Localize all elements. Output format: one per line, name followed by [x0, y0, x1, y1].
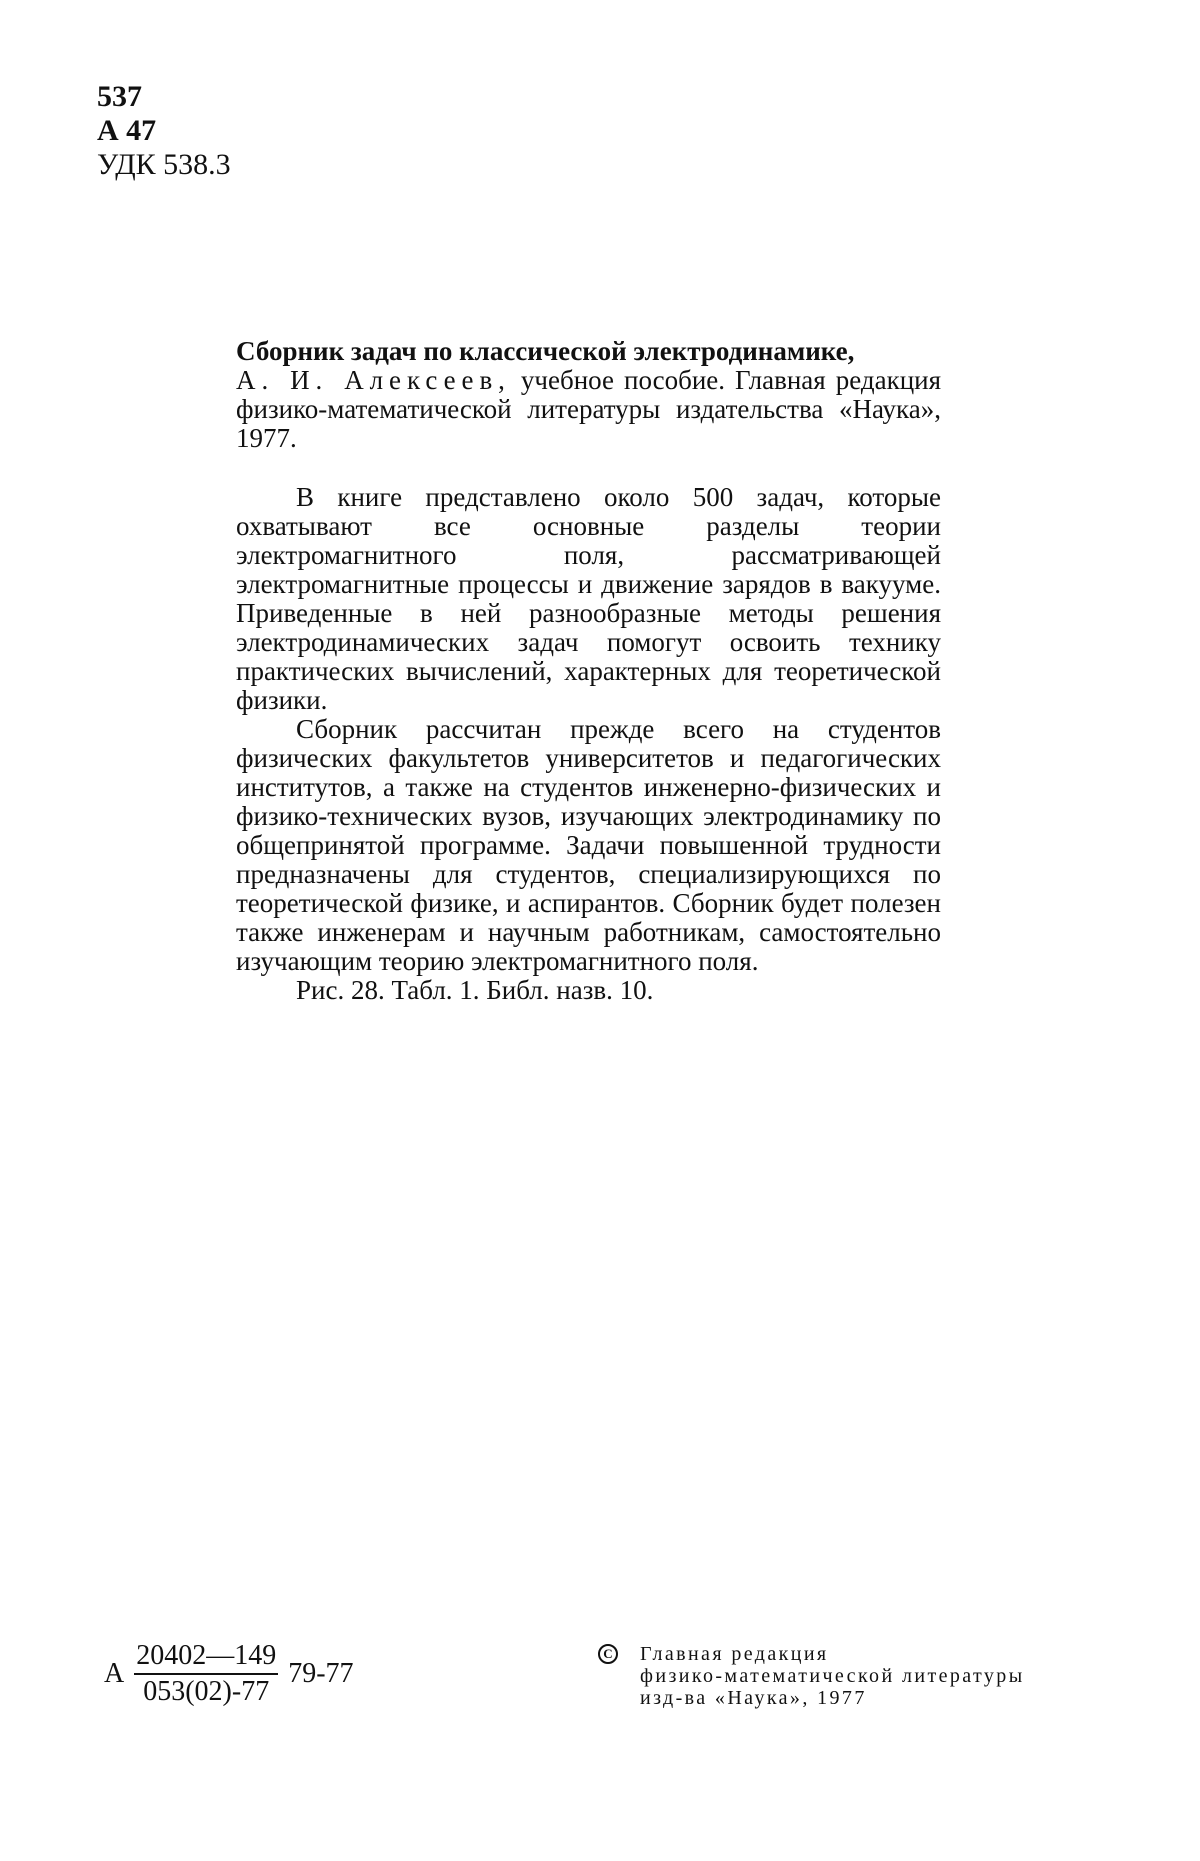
catalog-denominator: 053(02)-77 — [143, 1676, 270, 1707]
catalog-numerator: 20402—149 — [134, 1640, 278, 1675]
copyright-icon: С — [598, 1644, 618, 1664]
catalog-formula — [104, 1640, 354, 1708]
bibliographic-reference — [236, 337, 941, 453]
copyright-line-2: физико-математической литературы — [640, 1665, 1025, 1687]
copyright-line-3: изд-ва «Наука», 1977 — [640, 1687, 867, 1709]
book-title: Сборник задач по классической электродинамике, — [236, 336, 855, 366]
annotation-paragraph-1: В книге представлено около 500 задач, которые охватывают все основные разделы теории электромагнитного поля, рассматривающей электромагнитные процессы и движение зарядов в вакууме. Приведенные в ней разнообразные методы решения электродинамических задач помогут освоить технику практических вычислений, характерных для теоретической физики. — [236, 482, 941, 715]
code-a47: А 47 — [97, 114, 157, 147]
book-details: учебное пособие. Главная редакция физико-математической литературы издательства «Наука», 1977. — [236, 365, 942, 453]
catalog-fraction — [134, 1640, 278, 1708]
copyright-text — [640, 1643, 1025, 1709]
copyright-notice — [598, 1643, 1025, 1709]
copyright-line-1: Главная редакция — [640, 1643, 829, 1665]
book-author: А. И. Алексеев, — [236, 365, 511, 395]
annotation-block — [236, 337, 941, 1005]
annotation-paragraph-2: Сборник рассчитан прежде всего на студентов физических факультетов университетов и педагогических институтов, а также на студентов инженерно-физических и физико-технических вузов, изучающих электродинамику по общепринятой программе. Задачи повышенной трудности предназначены для студентов, специализирующихся по теоретической физике, и аспирантов. Сборник будет полезен также инженерам и научным работникам, самостоятельно изучающим теорию электромагнитного поля. — [236, 714, 941, 976]
catalog-letter: А — [104, 1658, 125, 1689]
udc-code: УДК 538.3 — [97, 148, 231, 181]
catalog-suffix: 79-77 — [288, 1658, 354, 1689]
code-537: 537 — [97, 80, 142, 113]
classification-codes — [97, 80, 231, 182]
book-stats: Рис. 28. Табл. 1. Библ. назв. 10. — [296, 975, 654, 1005]
